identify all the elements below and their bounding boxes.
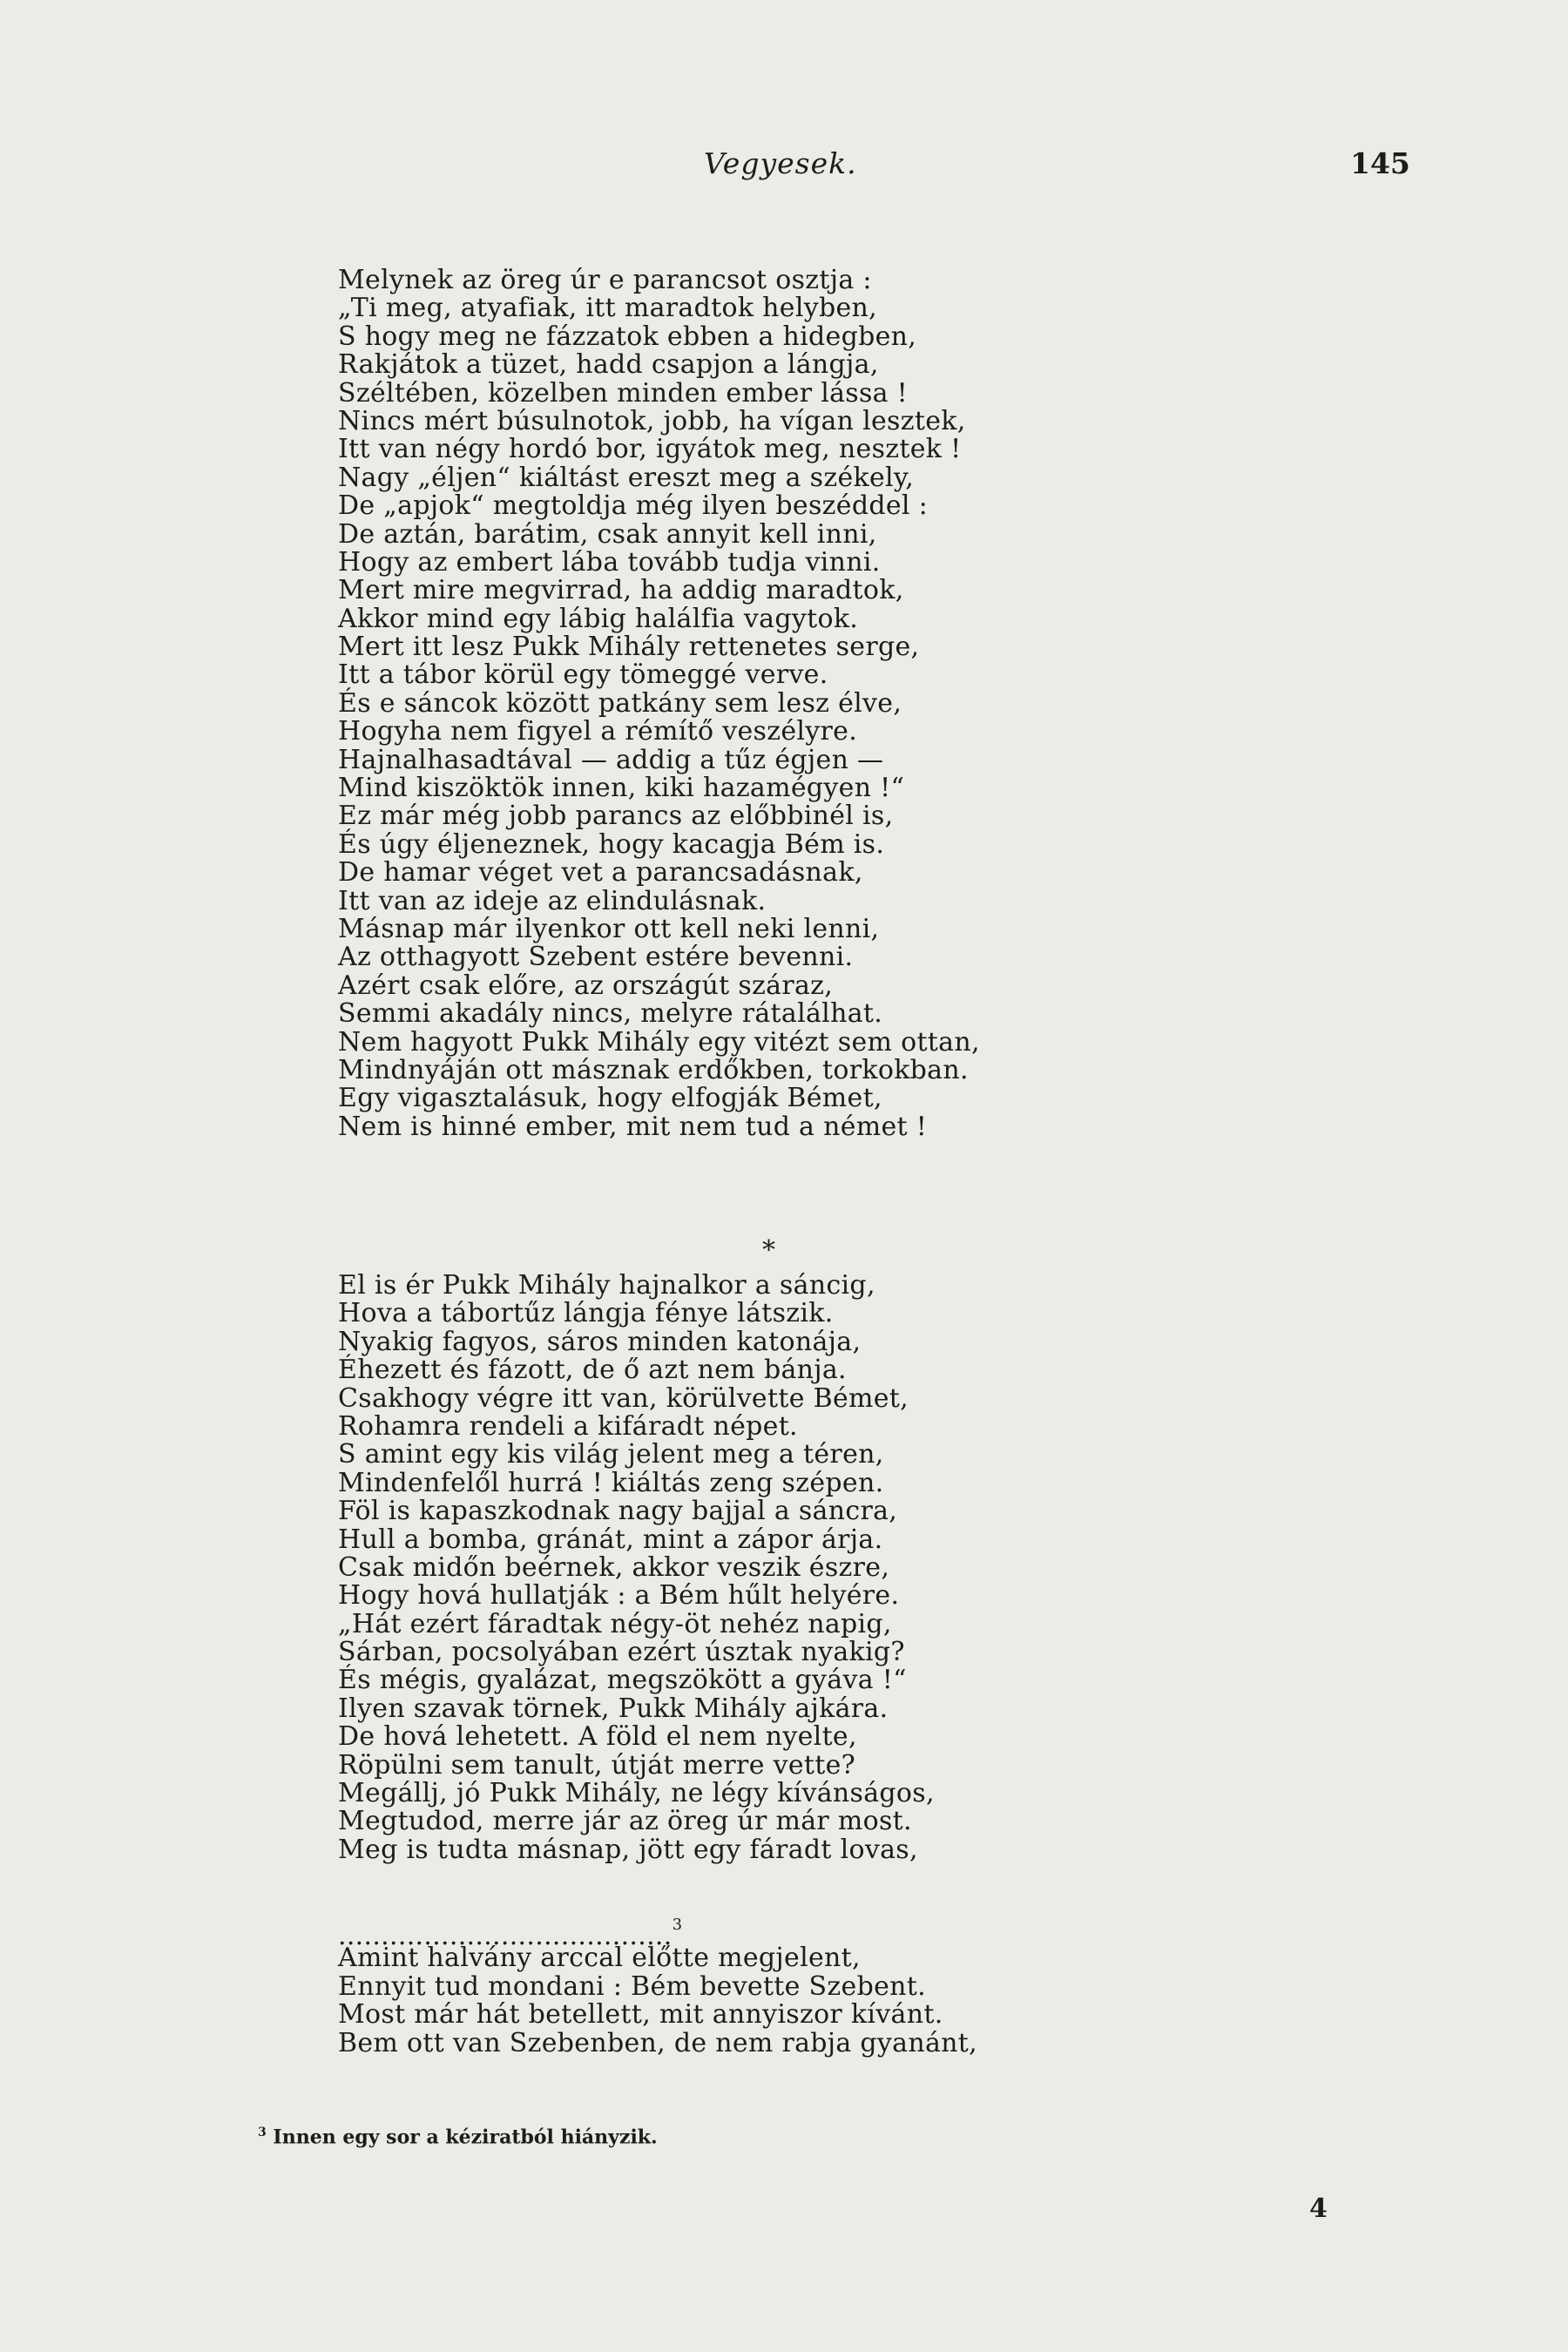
poem-line: „Hát ezért fáradtak négy-öt nehéz napig, [338, 1608, 892, 1639]
footnote-text: Innen egy sor a kéziratból hiányzik. [273, 2126, 658, 2149]
poem-line: Föl is kapaszkodnak nagy bajjal a sáncra, [338, 1496, 898, 1527]
poem-line: Megállj, jó Pukk Mihály, ne légy kívánságos, [338, 1778, 935, 1809]
poem-line: Széltében, közelben minden ember lássa ! [338, 377, 909, 409]
poem-line: Itt a tábor körül egy tömeggé verve. [338, 659, 828, 691]
poem-line: Sárban, pocsolyában ezért úsztak nyakig? [338, 1637, 905, 1668]
poem-line: Hova a tábortűz lángja fénye látszik. [338, 1298, 834, 1329]
poem-line: Hogy az embert lába tovább tudja vinni. [338, 546, 881, 578]
poem-line: Melynek az öreg úr e parancsot osztja : [338, 265, 872, 295]
poem-line: S amint egy kis világ jelent meg a téren, [338, 1439, 884, 1470]
poem-line: És úgy éljeneznek, hogy kacagja Bém is. [338, 828, 885, 860]
poem-line: De hová lehetett. A föld el nem nyelte, [338, 1721, 857, 1753]
gap-dots: ....................................... [338, 1921, 672, 1951]
poem-stanza-1 [338, 267, 1209, 1141]
poem-line: Akkor mind egy lábig halálfia vagytok. [338, 603, 859, 634]
poem-line: Csak midőn beérnek, akkor veszik észre, [338, 1551, 890, 1583]
poem-line: Ilyen szavak törnek, Pukk Mihály ajkára. [338, 1693, 889, 1724]
poem-line: Mind kiszöktök innen, kiki hazamégyen !“ [338, 773, 905, 804]
signature-mark: 4 [1309, 2193, 1328, 2224]
poem-line: Bem ott van Szebenben, de nem rabja gyanánt, [338, 2027, 977, 2058]
poem-line: Most már hát betellett, mit annyiszor kívánt. [338, 1999, 943, 2031]
poem-line: De aztán, barátim, csak annyit kell inni, [338, 518, 877, 550]
poem-line: „Ti meg, atyafiak, itt maradtok helyben, [338, 293, 877, 324]
missing-line-dots [338, 1916, 1209, 1951]
section-separator: * [762, 1235, 775, 1266]
poem-line: Rakjátok a tüzet, hadd csapjon a lángja, [338, 349, 879, 381]
poem-line: Nem hagyott Pukk Mihály egy vitézt sem ottan, [338, 1026, 980, 1058]
poem-line: És mégis, gyalázat, megszökött a gyáva !“ [338, 1665, 907, 1696]
poem-line: Nagy „éljen“ kiáltást ereszt meg a székely, [338, 462, 915, 493]
poem-line: Ez már még jobb parancs az előbbinél is, [338, 801, 894, 832]
poem-line: Meg is tudta másnap, jött egy fáradt lovas, [338, 1834, 918, 1865]
poem-line: Nem is hinné ember, mit nem tud a német ! [338, 1111, 928, 1142]
poem-line: Mindnyáján ott másznak erdőkben, torkokban. [338, 1054, 969, 1085]
footnote-mark: 3 [258, 2126, 267, 2139]
page-number: 145 [1350, 146, 1410, 180]
poem-line: Csakhogy végre itt van, körülvette Bémet, [338, 1382, 909, 1414]
poem-line: Mert mire megvirrad, ha addig maradtok, [338, 575, 904, 606]
poem-line: Mert itt lesz Pukk Mihály rettenetes serge, [338, 632, 920, 663]
poem-line: Mindenfelől hurrá ! kiáltás zeng szépen. [338, 1467, 884, 1498]
poem-line: Hajnalhasadtával — addig a tűz égjen — [338, 744, 884, 775]
poem-stanza-3-wrapper [338, 1916, 1209, 2058]
poem-line: Azért csak előre, az országút száraz, [338, 970, 834, 1001]
poem-line: Az otthagyott Szebent estére bevenni. [338, 942, 854, 973]
poem-line: Hull a bomba, gránát, mint a zápor árja. [338, 1524, 883, 1555]
footnote-reference: 3 [672, 1916, 683, 1934]
poem-line: Hogy hová hullatják : a Bém hűlt helyére. [338, 1580, 900, 1612]
running-head: Vegyesek. [704, 146, 857, 180]
page-header [0, 146, 1568, 190]
poem-line: Egy vigasztalásuk, hogy elfogják Bémet, [338, 1083, 882, 1114]
poem-line: Amint halvány arccal előtte megjelent, [338, 1943, 861, 1974]
poem-line: Itt van négy hordó bor, igyátok meg, nesztek ! [338, 434, 962, 465]
poem-line: El is ér Pukk Mihály hajnalkor a sáncig, [338, 1270, 875, 1301]
poem-line: Ennyit tud mondani : Bém bevette Szebent. [338, 1970, 926, 2002]
poem-line: De „apjok“ megtoldja még ilyen beszéddel : [338, 490, 929, 522]
poem-stanza-2 [338, 1272, 1209, 1864]
poem-line: Rohamra rendeli a kifáradt népet. [338, 1410, 798, 1442]
poem-line: Megtudod, merre jár az öreg úr már most. [338, 1806, 912, 1837]
poem-line: S hogy meg ne fázzatok ebben a hidegben, [338, 321, 917, 352]
poem-line: Nyakig fagyos, sáros minden katonája, [338, 1326, 862, 1357]
poem-line: Hogyha nem figyel a rémítő veszélyre. [338, 716, 858, 747]
poem-line: Nincs mért búsulnotok, jobb, ha vígan lesztek, [338, 405, 966, 436]
footnote [258, 2126, 658, 2148]
poem-line: Éhezett és fázott, de ő azt nem bánja. [338, 1355, 847, 1386]
poem-line: És e sáncok között patkány sem lesz élve, [338, 687, 902, 719]
poem-line: Semmi akadály nincs, melyre rátalálhat. [338, 998, 883, 1030]
poem-line: Röpülni sem tanult, útját merre vette? [338, 1749, 856, 1781]
poem-stanza-3 [338, 1944, 1209, 2058]
poem-line: Itt van az ideje az elindulásnak. [338, 885, 767, 916]
poem-line: De hamar véget vet a parancsadásnak, [338, 857, 863, 889]
poem-line: Másnap már ilyenkor ott kell neki lenni, [338, 913, 880, 944]
